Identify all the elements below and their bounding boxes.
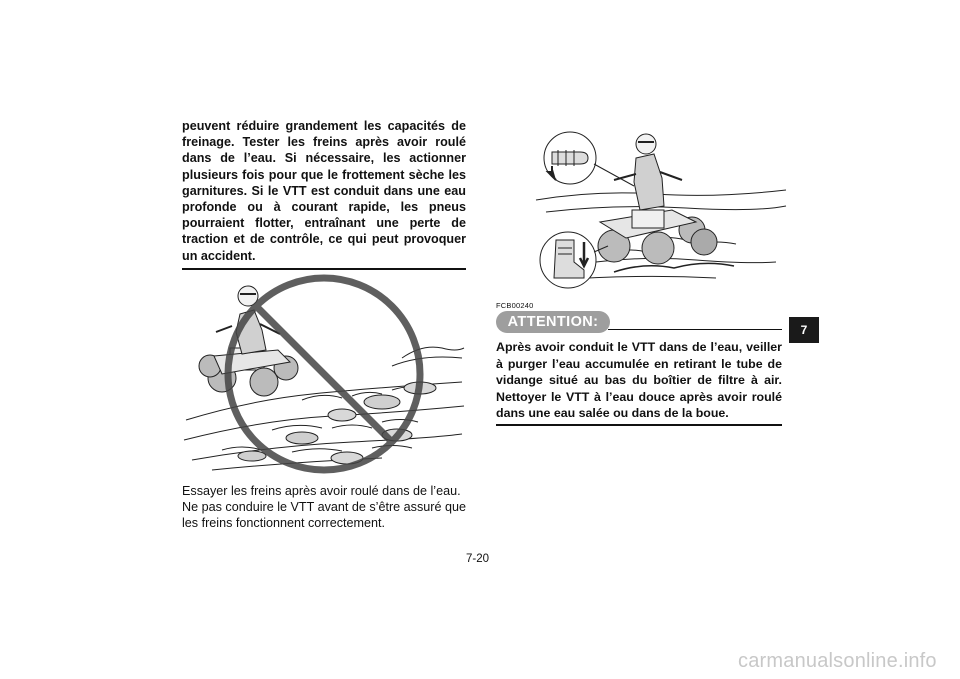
- watermark: carmanualsonline.info: [738, 650, 937, 672]
- warning-text: peuvent réduire grandement les capacités de freinage. Tester les freins après avoir roulé dans de l’eau. Si nécessaire, les actionner plusieurs fois pour que le frottement sèche les garnitures. Si le VTT est conduit dans une eau profonde ou à courant rapide, les pneus pourraient flotter, entraînant une perte de traction et de contrôle, ce qui peut provoquer un accident.: [182, 118, 466, 270]
- brake-check-paragraph: Essayer les freins après avoir roulé dans de l’eau. Ne pas conduire le VTT avant de s’être assuré que les freins fonctionnent correctement.: [182, 484, 466, 531]
- page-number: 7-20: [466, 553, 490, 565]
- chapter-tab: 7: [789, 317, 819, 343]
- water-riding-illustration: [496, 122, 788, 300]
- attention-badge: ATTENTION:: [496, 311, 610, 333]
- attention-header: [496, 311, 782, 335]
- prohibited-deep-water-illustration: [182, 270, 466, 478]
- attention-text: Après avoir conduit le VTT dans de l’eau, veiller à purger l’eau accumulée en retirant le tube de vidange situé au bas du boîtier de filtre à air. Nettoyer le VTT à l’eau douce après avoir roulé dans une eau salée ou dans de la boue.: [496, 339, 782, 426]
- section-code: FCB00240: [496, 301, 534, 310]
- warning-block: [182, 118, 466, 270]
- attention-rule: [608, 329, 782, 330]
